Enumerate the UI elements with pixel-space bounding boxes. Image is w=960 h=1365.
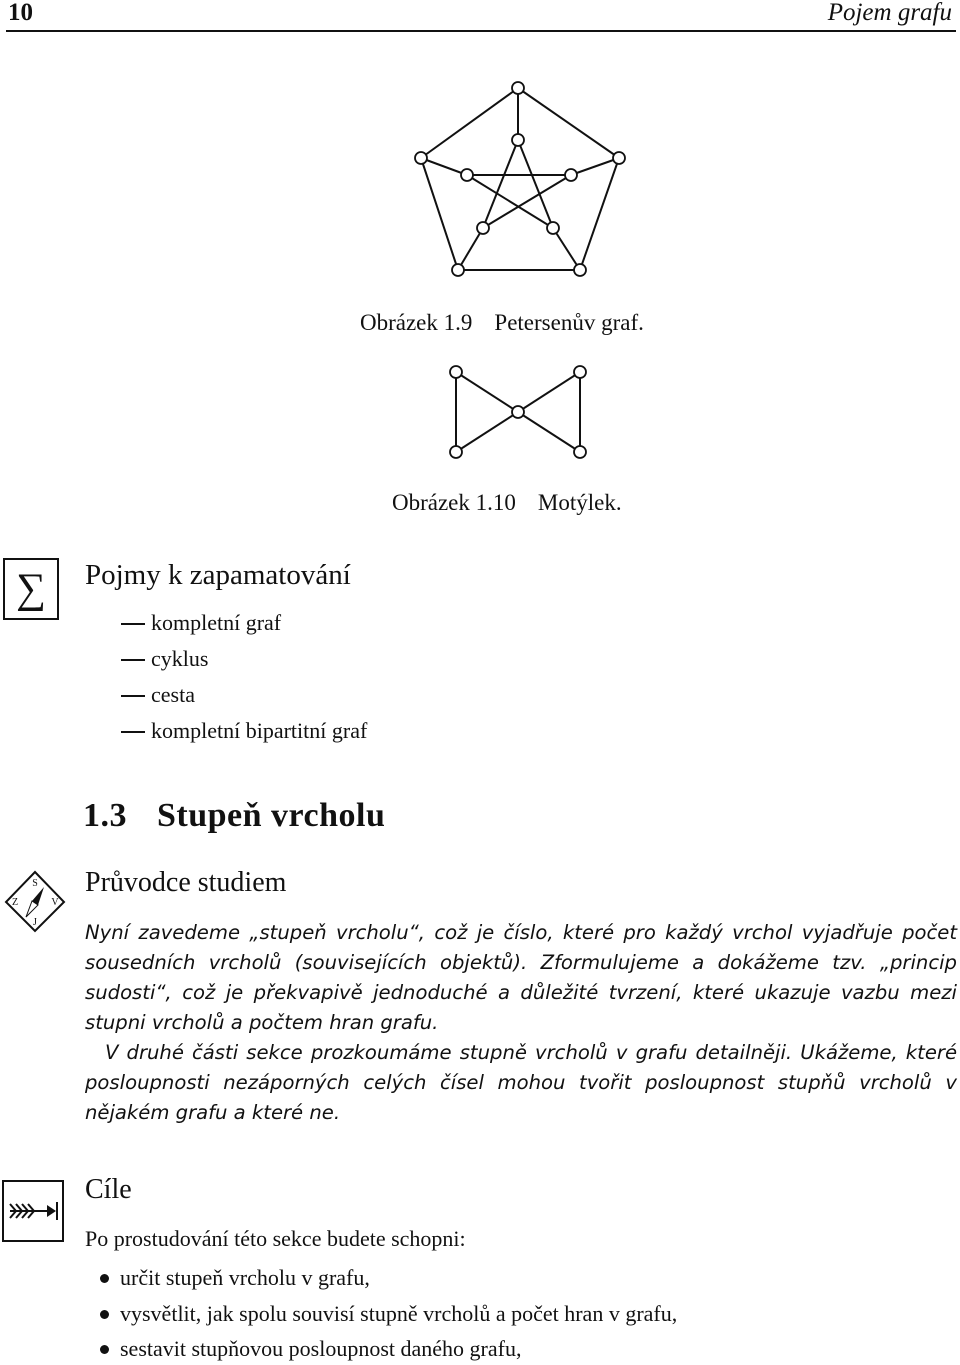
compass-letter-north: S: [32, 878, 38, 889]
study-guide-heading: Průvodce studiem: [85, 867, 287, 898]
term-item: cesta: [121, 682, 195, 708]
goal-item: vysvětlit, jak spolu souvisí stupně vrcholů a počet hran v grafu,: [120, 1301, 677, 1327]
section-title: [83, 796, 385, 836]
term-item: kompletní graf: [121, 610, 281, 636]
bullet-icon: [100, 1274, 109, 1283]
terms-heading: Pojmy k zapamatování: [85, 559, 351, 591]
butterfly-graph-figure: [440, 360, 600, 470]
figure-caption-text: Petersenův graf.: [494, 310, 644, 335]
dash-icon: [121, 623, 145, 625]
compass-icon: [3, 870, 67, 934]
target-arrow-icon: [2, 1180, 64, 1242]
term-item: cyklus: [121, 646, 208, 672]
compass-letter-south: J: [33, 917, 37, 928]
compass-letter-west: Z: [11, 897, 19, 908]
goal-item: sestavit stupňovou posloupnost daného grafu,: [120, 1336, 521, 1362]
figure-caption-petersen: [360, 310, 644, 336]
study-guide-paragraph: Nyní zavedeme „stupeň vrcholu“, což je číslo, které pro každý vrchol vyjadřuje počet sousedních vrcholů (souvisejících objektů). Zformulujeme a dokážeme tzv. „princip sudosti“, což je překvapivě jednoduché a důležité tvrzení, které ukazuje vazbu mezi stupni vrcholů a počtem hran grafu.: [85, 921, 957, 1034]
goal-item: určit stupeň vrcholu v grafu,: [120, 1265, 370, 1291]
study-guide-text: [85, 918, 957, 1128]
figure-label: Obrázek 1.10: [392, 490, 516, 515]
study-guide-paragraph: V druhé části sekce prozkoumáme stupně vrcholů v grafu detailněji. Ukážeme, které posloupnosti nezáporných celých čísel mohou tvořit posloupnost stupňů vrcholů v nějakém grafu a které ne.: [85, 1041, 957, 1124]
section-number: 1.3: [83, 797, 127, 834]
figure-caption-text: Motýlek.: [537, 490, 622, 515]
goals-intro: Po prostudování této sekce budete schopni:: [85, 1226, 466, 1251]
running-head: Pojem grafu: [827, 0, 952, 26]
header-rule: [6, 30, 956, 32]
dash-icon: [121, 695, 145, 697]
bullet-icon: [100, 1310, 109, 1319]
sigma-icon: ∑: [3, 558, 59, 620]
term-item: kompletní bipartitní graf: [121, 718, 367, 744]
figure-label: Obrázek 1.9: [360, 310, 473, 335]
dash-icon: [121, 659, 145, 661]
compass-letter-east: V: [51, 897, 59, 908]
petersen-graph-figure: [400, 80, 640, 280]
section-title-text: Stupeň vrcholu: [157, 797, 386, 834]
dash-icon: [121, 731, 145, 733]
bullet-icon: [100, 1345, 109, 1354]
page-number: 10: [8, 0, 33, 26]
figure-caption-butterfly: [392, 490, 622, 516]
goals-heading: Cíle: [85, 1174, 132, 1205]
